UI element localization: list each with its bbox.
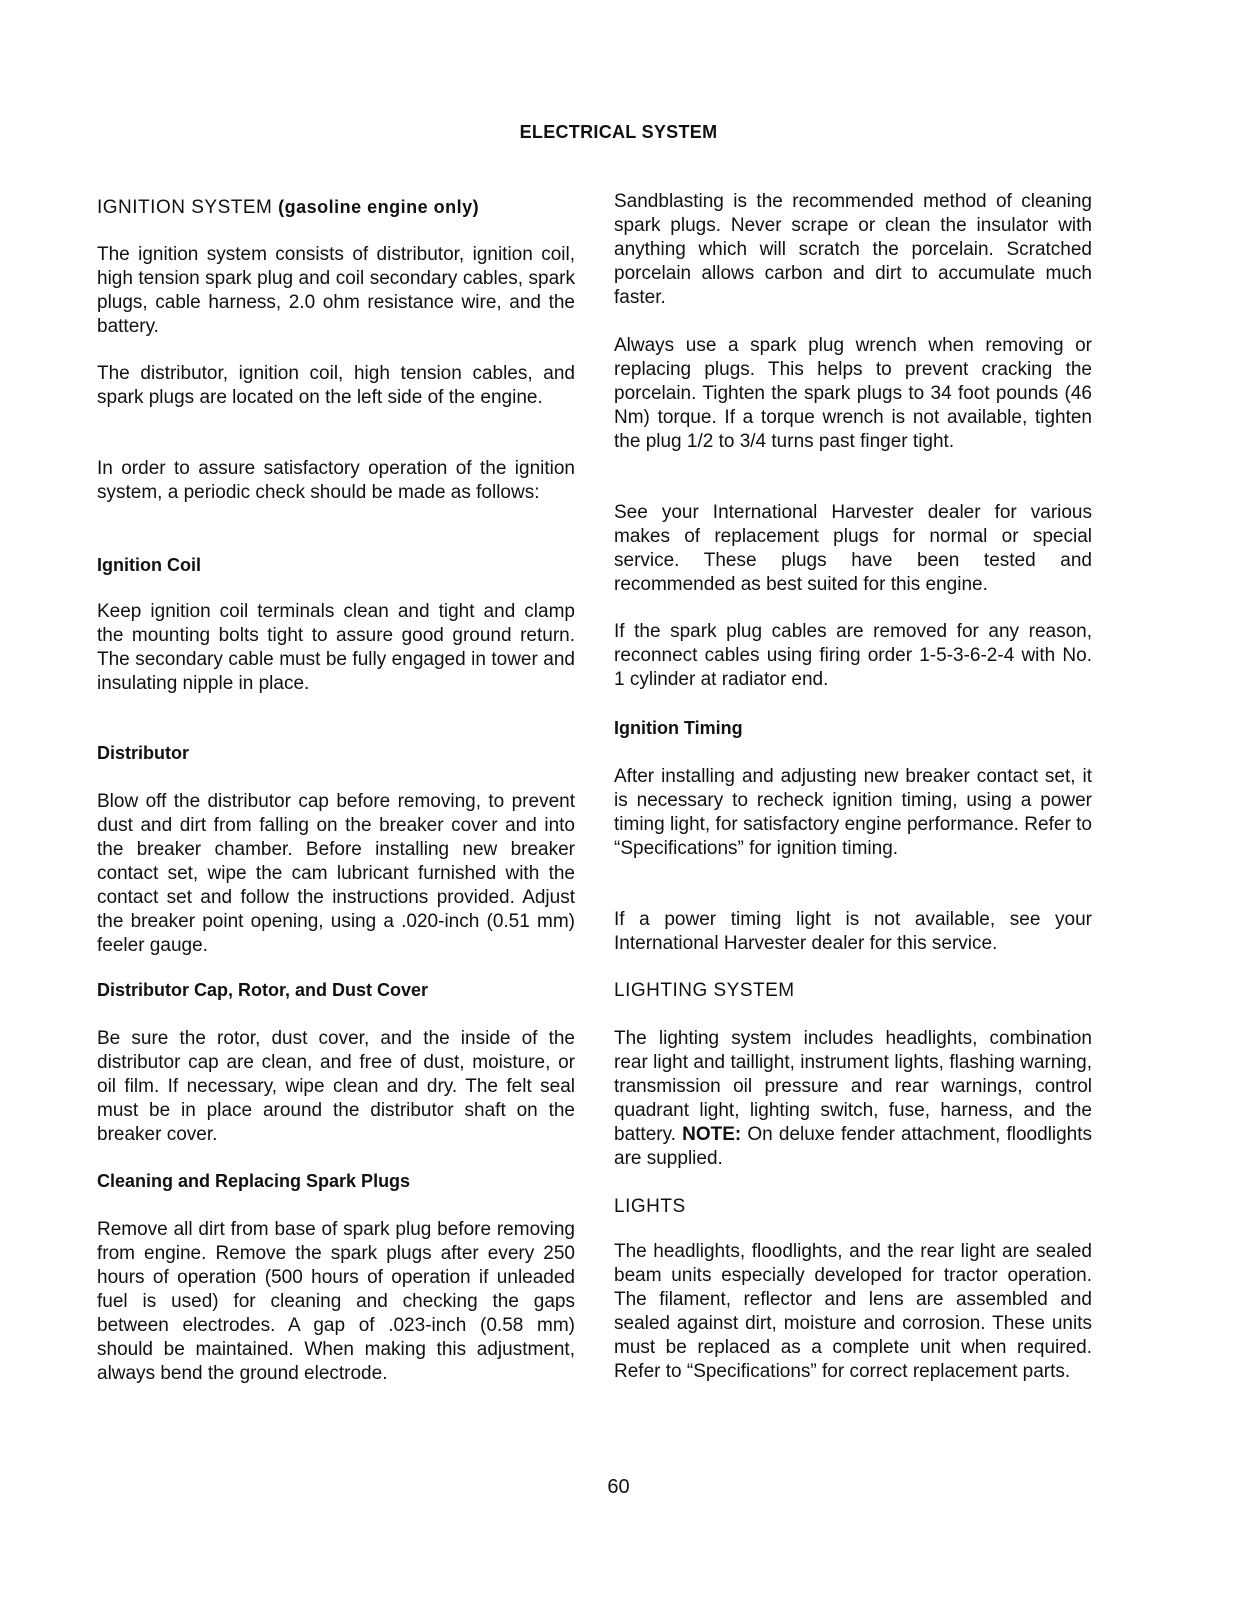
paragraph: The ignition system consists of distributor, ignition coil, high tension spark plug and coil secondary cables, spark plugs, cable harness, 2.0 ohm resistance wire, and the battery. [97, 244, 575, 337]
paragraph: The distributor, ignition coil, high tension cables, and spark plugs are located on the left side of the engine. [97, 363, 575, 408]
paragraph: Sandblasting is the recommended method of cleaning spark plugs. Never scrape or clean the insulator with anything which will scratch the porcelain. Scratched porcelain allows carbon and dirt to accumulate much faster. [614, 191, 1092, 308]
heading-lighting-system: LIGHTING SYSTEM [614, 980, 795, 1001]
page-title: ELECTRICAL SYSTEM [519, 122, 718, 142]
heading-distributor: Distributor [97, 743, 189, 763]
paragraph: The headlights, floodlights, and the rear light are sealed beam units especially developed for tractor operation. The filament, reflector and lens are assembled and sealed against dirt, moisture and corrosion. These units must be replaced as a complete unit when required. Refer to “Specifications” for correct replacement parts. [614, 1241, 1092, 1382]
heading-lights: LIGHTS [614, 1196, 686, 1217]
heading-spark-plugs: Cleaning and Replacing Spark Plugs [97, 1171, 411, 1191]
heading-text: IGNITION SYSTEM [97, 197, 273, 218]
paragraph: Be sure the rotor, dust cover, and the inside of the distributor cap are clean, and free of dust, moisture, or oil film. If necessary, wipe clean and dry. The felt seal must be in place around the distributor shaft on the breaker cover. [97, 1028, 575, 1145]
paragraph: If the spark plug cables are removed for any reason, reconnect cables using firing order 1-5-3-6-2-4 with No. 1 cylinder at radiator end. [614, 621, 1092, 690]
paragraph: Keep ignition coil terminals clean and tight and clamp the mounting bolts tight to assure good ground return. The secondary cable must be fully engaged in tower and insulating nipple in place. [97, 601, 575, 694]
heading-distributor-cap: Distributor Cap, Rotor, and Dust Cover [97, 980, 429, 1000]
note-text: On deluxe fender attachment, floodlights are supplied. [614, 1124, 1093, 1169]
paragraph: Remove all dirt from base of spark plug before removing from engine. Remove the spark plugs after every 250 hours of operation (500 hours of operation if unleaded fuel is used) for cleaning and checking the gaps between electrodes. A gap of .023-inch (0.58 mm) should be maintained. When making this adjustment, always bend the ground electrode. [97, 1219, 575, 1384]
heading-ignition-system [97, 197, 575, 219]
paragraph: After installing and adjusting new breaker contact set, it is necessary to recheck ignition timing, using a power timing light, for satisfactory engine performance. Refer to “Specifications” for ignition timing. [614, 766, 1092, 859]
paragraph: See your International Harvester dealer for various makes of replacement plugs for normal or special service. These plugs have been tested and recommended as best suited for this engine. [614, 502, 1092, 595]
page-number: 60 [607, 1476, 630, 1498]
heading-subtitle: (gasoline engine only) [278, 197, 480, 217]
paragraph: In order to assure satisfactory operation of the ignition system, a periodic check should be made as follows: [97, 458, 575, 503]
heading-ignition-coil: Ignition Coil [97, 555, 201, 575]
paragraph: Always use a spark plug wrench when removing or replacing plugs. This helps to prevent cracking the porcelain. Tighten the spark plugs to 34 foot pounds (46 Nm) torque. If a torque wrench is not available, tighten the plug 1/2 to 3/4 turns past finger tight. [614, 335, 1092, 452]
paragraph: Blow off the distributor cap before removing, to prevent dust and dirt from falling on the breaker cover and into the breaker chamber. Before installing new breaker contact set, wipe the cam lubricant furnished with the contact set and follow the instructions provided. Adjust the breaker point opening, using a .020-inch (0.51 mm) feeler gauge. [97, 791, 575, 956]
paragraph: If a power timing light is not available, see your International Harvester dealer for this service. [614, 909, 1092, 954]
heading-ignition-timing: Ignition Timing [614, 718, 743, 738]
paragraph-lighting [614, 1027, 1092, 1171]
paragraph-text: The lighting system includes headlights, combination rear light and taillight, instrument lights, flashing warning, transmission oil pressure and rear warnings, control quadrant light, lighting switch, fuse, harness, and the battery. [614, 1028, 1092, 1145]
note-label: NOTE: [682, 1124, 742, 1145]
